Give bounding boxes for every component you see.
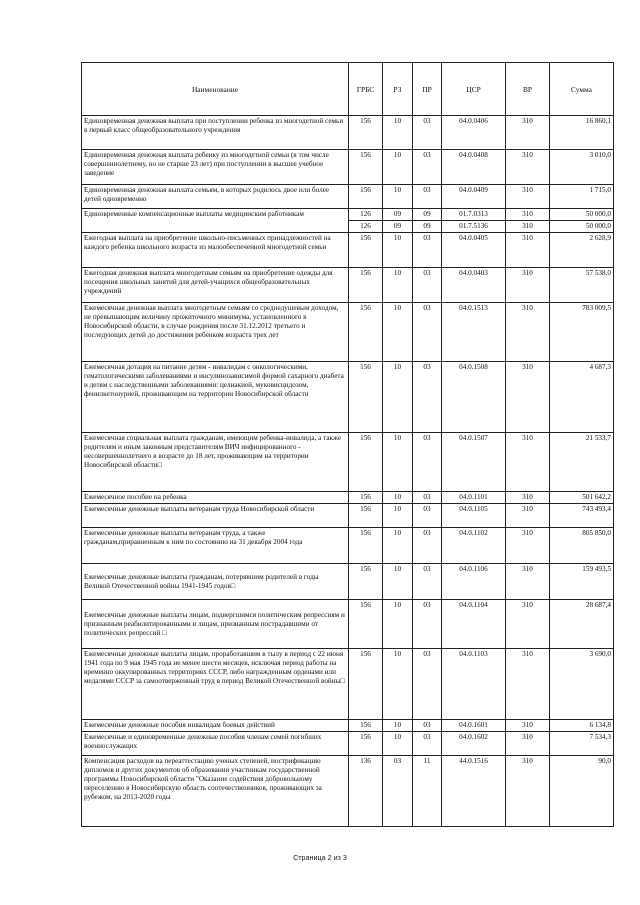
row-sum: 4 687,3 (550, 362, 614, 433)
row-sum: 21 533,7 (550, 433, 614, 492)
row-rz: 10 (383, 185, 413, 209)
row-csr: 04.0.1602 (442, 732, 506, 756)
row-vr: 310 (506, 150, 550, 185)
row-vr: 310 (506, 362, 550, 433)
row-name: Единовременная денежная выплата при поступлении ребенка из многодетной семьи в первый класс общеобразовательного учреждения (82, 116, 349, 150)
row-vr: 310 (506, 221, 550, 233)
row-pr: 03 (413, 649, 442, 720)
row-pr: 03 (413, 116, 442, 150)
table-row (82, 528, 614, 564)
row-rz: 10 (383, 564, 413, 600)
row-sum: 805 850,0 (550, 528, 614, 564)
row-grbs: 156 (349, 492, 383, 504)
header-csr: ЦСР (442, 63, 506, 116)
row-pr: 03 (413, 528, 442, 564)
row-sum: 7 534,3 (550, 732, 614, 756)
row-rz: 10 (383, 504, 413, 528)
row-vr: 310 (506, 303, 550, 362)
row-rz: 10 (383, 528, 413, 564)
row-grbs: 156 (349, 233, 383, 268)
row-sum: 28 687,4 (550, 600, 614, 649)
row-grbs: 126 (349, 221, 383, 233)
row-rz: 10 (383, 600, 413, 649)
row-rz: 10 (383, 649, 413, 720)
row-name: Ежемесячные денежные выплаты ветеранам труда, а также гражданам,приравненным к ним по состоянию на 31 декабря 2004 года (82, 528, 349, 564)
row-rz: 03 (383, 756, 413, 827)
table-row (82, 492, 614, 504)
row-rz: 10 (383, 150, 413, 185)
row-vr: 310 (506, 600, 550, 649)
row-pr: 03 (413, 362, 442, 433)
row-pr: 11 (413, 756, 442, 827)
row-csr: 04.0.1507 (442, 433, 506, 492)
row-vr: 310 (506, 720, 550, 732)
row-pr: 03 (413, 564, 442, 600)
document-page (81, 62, 613, 827)
row-rz: 10 (383, 433, 413, 492)
table-row (82, 720, 614, 732)
row-pr: 03 (413, 600, 442, 649)
budget-table (81, 62, 614, 827)
row-sum: 159 493,5 (550, 564, 614, 600)
row-pr: 03 (413, 303, 442, 362)
table-header-row (82, 63, 614, 116)
row-sum: 50 000,0 (550, 209, 614, 221)
row-name: Ежемесячные денежные выплаты лицам, подвергшимся политическим репрессиям и признанным реабилитированными и лицам, признанным пострадавшими от политических репрессий □ (82, 600, 349, 649)
table-row (82, 233, 614, 268)
row-pr: 09 (413, 221, 442, 233)
table-row (82, 362, 614, 433)
row-vr: 310 (506, 732, 550, 756)
row-rz: 10 (383, 362, 413, 433)
row-sum: 783 009,5 (550, 303, 614, 362)
row-pr: 03 (413, 492, 442, 504)
row-sum: 16 860,1 (550, 116, 614, 150)
table-row (82, 150, 614, 185)
table-row (82, 600, 614, 649)
row-csr: 44.0.1516 (442, 756, 506, 827)
table-row (82, 433, 614, 492)
row-pr: 03 (413, 504, 442, 528)
row-csr: 04.0.1601 (442, 720, 506, 732)
row-sum: 1 715,0 (550, 185, 614, 209)
row-name: Единовременная денежная выплата семьям, в которых родилось двое или более детей одновременно (82, 185, 349, 209)
row-sum: 50 000,0 (550, 221, 614, 233)
row-csr: 01.7.5136 (442, 221, 506, 233)
row-pr: 03 (413, 732, 442, 756)
row-rz: 10 (383, 116, 413, 150)
table-row (82, 185, 614, 209)
row-vr: 310 (506, 649, 550, 720)
row-csr: 04.0.0405 (442, 233, 506, 268)
row-grbs: 156 (349, 268, 383, 303)
row-pr: 03 (413, 268, 442, 303)
row-pr: 03 (413, 150, 442, 185)
row-sum: 743 493,4 (550, 504, 614, 528)
row-csr: 01.7.0313 (442, 209, 506, 221)
row-csr: 04.0.1105 (442, 504, 506, 528)
row-vr: 310 (506, 564, 550, 600)
row-grbs: 156 (349, 528, 383, 564)
row-name: Единовременная денежная выплата ребенку из многодетной семьи (в том числе совершеннолетнему, но не старше 23 лет) при поступлении в высшее учебное заведение (82, 150, 349, 185)
row-csr: 04.0.0406 (442, 116, 506, 150)
row-vr: 310 (506, 528, 550, 564)
table-row (82, 504, 614, 528)
row-grbs: 156 (349, 649, 383, 720)
row-grbs: 156 (349, 362, 383, 433)
row-sum: 6 134,8 (550, 720, 614, 732)
page-footer: Страница 2 из 3 (293, 853, 347, 862)
row-csr: 04.0.1106 (442, 564, 506, 600)
header-pr: ПР (413, 63, 442, 116)
row-name: Единовременные компенсационные выплаты медицинским работникам (82, 209, 349, 233)
row-pr: 03 (413, 720, 442, 732)
row-rz: 09 (383, 221, 413, 233)
row-pr: 03 (413, 433, 442, 492)
row-sum: 90,0 (550, 756, 614, 827)
row-rz: 10 (383, 233, 413, 268)
row-vr: 310 (506, 756, 550, 827)
row-csr: 04.0.0409 (442, 185, 506, 209)
row-csr: 04.0.1513 (442, 303, 506, 362)
row-sum: 3 690,0 (550, 649, 614, 720)
table-row (82, 649, 614, 720)
row-grbs: 156 (349, 116, 383, 150)
row-rz: 10 (383, 303, 413, 362)
row-name: Ежегодная выплата на приобретение школьно-письменных принадлежностей на каждого ребенка школьного возраста из малообеспеченной многодетной семьи (82, 233, 349, 268)
row-csr: 04.0.1102 (442, 528, 506, 564)
row-rz: 10 (383, 720, 413, 732)
row-grbs: 156 (349, 504, 383, 528)
row-sum: 2 628,9 (550, 233, 614, 268)
row-name: Ежемесячные денежные выплаты ветеранам труда Новосибирской области (82, 504, 349, 528)
header-sum: Сумма (550, 63, 614, 116)
row-name: Ежемесячные денежные выплаты лицам, проработавшим в тылу в период с 22 июня 1941 года по 9 мая 1945 года не менее шести месяцев, исключая период работы на временно оккупированных территориях СССР, либо награжденным орденами или медалями СССР за самоотверженный труд в период Великой Отечественной войны□ (82, 649, 349, 720)
row-grbs: 156 (349, 150, 383, 185)
row-rz: 09 (383, 209, 413, 221)
row-pr: 03 (413, 185, 442, 209)
header-vr: ВР (506, 63, 550, 116)
row-grbs: 156 (349, 433, 383, 492)
row-vr: 310 (506, 268, 550, 303)
table-row (82, 209, 614, 221)
row-csr: 04.0.1101 (442, 492, 506, 504)
row-vr: 310 (506, 433, 550, 492)
row-csr: 04.0.0408 (442, 150, 506, 185)
table-row (82, 564, 614, 600)
row-grbs: 156 (349, 720, 383, 732)
table-row (82, 268, 614, 303)
row-vr: 310 (506, 116, 550, 150)
header-name: Наименование (82, 63, 349, 116)
row-grbs: 156 (349, 303, 383, 362)
row-vr: 310 (506, 209, 550, 221)
row-name: Ежемесячные денежные пособия инвалидам боевых действий (82, 720, 349, 732)
row-grbs: 156 (349, 600, 383, 649)
row-csr: 04.0.0403 (442, 268, 506, 303)
row-name: Ежемесячное пособие на ребенка (82, 492, 349, 504)
row-rz: 10 (383, 492, 413, 504)
table-row (82, 303, 614, 362)
row-name: Ежемесячные денежные выплаты гражданам, потерявшим родителей в годы Великой Отечественной войны 1941-1945 годов□ (82, 564, 349, 600)
row-csr: 04.0.1103 (442, 649, 506, 720)
row-name: Ежегодная денежная выплата многодетным семьям на приобретение одежды для посещения школьных занятий для детей-учащихся общеобразовательных учреждений (82, 268, 349, 303)
row-name: Ежемесячная социальная выплата гражданам, имеющим ребенка-инвалида, а также родителям и иным законным представителям ВИЧ инфицированного - несовершеннолетнего в возрасте до 18 лет, проживающим на территории Новосибирской области□ (82, 433, 349, 492)
table-row (82, 116, 614, 150)
table-row (82, 756, 614, 827)
header-rz: РЗ (383, 63, 413, 116)
row-sum: 501 642,2 (550, 492, 614, 504)
row-sum: 57 538,0 (550, 268, 614, 303)
row-grbs: 156 (349, 564, 383, 600)
row-vr: 310 (506, 504, 550, 528)
row-grbs: 156 (349, 185, 383, 209)
row-sum: 3 010,0 (550, 150, 614, 185)
row-grbs: 136 (349, 756, 383, 827)
row-pr: 09 (413, 209, 442, 221)
row-csr: 04.0.1104 (442, 600, 506, 649)
row-pr: 03 (413, 233, 442, 268)
row-vr: 310 (506, 233, 550, 268)
row-vr: 310 (506, 185, 550, 209)
row-name: Компенсация расходов на переаттестацию ученых степеней, нострификацию дипломов и других документов об образовании участникам государственной программы Новосибирской области "Оказание содействия добровольному переселению в Новосибирскую область соотечественников, проживающих за рубежом, на 2013-2020 годы (82, 756, 349, 827)
row-name: Ежемесячные и единовременные денежные пособия членам семей погибших военнослужащих (82, 732, 349, 756)
row-grbs: 156 (349, 732, 383, 756)
header-grbs: ГРБС (349, 63, 383, 116)
row-rz: 10 (383, 732, 413, 756)
row-rz: 10 (383, 268, 413, 303)
row-grbs: 126 (349, 209, 383, 221)
table-row (82, 732, 614, 756)
row-csr: 04.0.1508 (442, 362, 506, 433)
row-vr: 310 (506, 492, 550, 504)
row-name: Ежемесячная дотация на питание детям - инвалидам с онкологическими, гематологическими заболеваниями и инсулинозависимой формой сахарного диабета и детям с наследственными заболеваниями: целиакией, муковисцидозом, фенилкетонурией, проживающим на территории Новосибирской области (82, 362, 349, 433)
row-name: Ежемесячная денежная выплата многодетным семьям со среднедушевым доходом, не превышающим величину прожиточного минимума, установленного в Новосибирской области, в случае рождения после 31.12.2012 третьего и последующих детей до достижения ребенком возраста трех лет (82, 303, 349, 362)
